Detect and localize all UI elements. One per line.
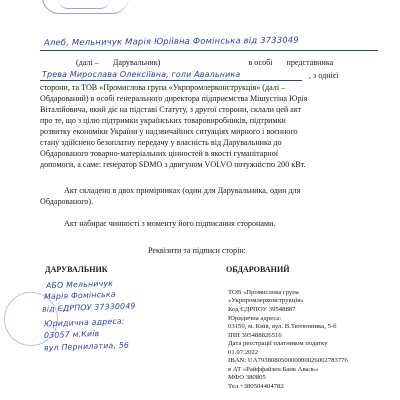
donor-name-underline — [40, 50, 378, 51]
recipient-req-12: Тел.+380504404782 — [228, 383, 284, 390]
donor-heading: ДАРУВАЛЬНИК — [45, 265, 108, 274]
donor-name-handwritten: Алеб, Мельничук Марія Юріївна Фомінська від 3733049 — [43, 34, 299, 48]
recipient-heading: ОБДАРОВАНИЙ — [226, 265, 290, 274]
act-copies-line-1: Акт складено в двох примірниках (один для Дарувальника, один для — [64, 186, 301, 195]
intro-line-8: стану здійснено безоплатну передачу у власність від Дарувальника до — [40, 138, 282, 147]
recipient-req-9: IBAN: UA793808050000000026002783776 — [228, 357, 348, 364]
intro-line-4: Обдарований) в особі генерального директора підприємства Мішустіна Юрія — [40, 94, 308, 103]
intro-line-2 — [76, 57, 333, 68]
donor-req-2: Марія Фомінська — [43, 289, 116, 302]
recipient-req-5: 03150, м. Київ, вул. В.Тютюнника, 5-б — [228, 323, 337, 330]
intro-line-9: Обдарованого товарно-матеріальних цінностей в якості гуманітарної — [40, 149, 279, 158]
recipient-req-7: Дата реєстрації платником податку — [228, 340, 328, 347]
recipient-req-2: «Укрпромлерконструкція» — [228, 297, 304, 304]
in-person-label: в особі — [248, 58, 273, 67]
stamp-mark-inner — [58, 0, 110, 9]
intro-line-6: про те, що з цілю підтримки українських товаровиробників, підтримки — [40, 116, 286, 125]
recipient-req-10: в АТ «Райффайзен Банк Аваль» — [228, 366, 319, 373]
donor-req-6: вул Пернилатиа, 56 — [43, 340, 130, 353]
donor-req-4: Юридична адреса: — [43, 316, 125, 329]
intro-line-10: допомоги, а саме: генератор SDMO з двигуном VOLVO потужністю 200 кВт. — [40, 160, 306, 169]
donor-abbrev-label: (далі – — [76, 58, 99, 67]
donor-req-1: АБО Мельничук — [45, 278, 114, 291]
donor-label: Дарувальник) — [112, 58, 161, 67]
recipient-req-11: МФО 380805 — [228, 374, 266, 381]
recipient-req-4: Юридична адреса: — [228, 315, 282, 322]
act-copies-line-2: Обдарованого). — [40, 197, 94, 206]
recipient-req-3: Код ЄДРПОУ 39548887 — [228, 306, 296, 313]
recipient-req-1: ТОВ «Промислова група — [228, 289, 299, 296]
recipient-req-6: ІПН 395488826516 — [228, 332, 282, 339]
recipient-req-8: 01.07.2022 — [228, 349, 259, 356]
representative-label: представника — [286, 58, 334, 67]
donor-req-5: 03057 м.Київ — [43, 329, 100, 340]
intro-line-3: сторони, та ТОВ «Промислова група «Укрпромлерконструкція» (далі – — [40, 83, 286, 92]
signatures-heading: Реквізити та підписи сторін: — [148, 246, 246, 255]
intro-line-5: Віталійовича, який діє на підставі Статуту, з другої сторони, склали цей акт — [40, 105, 302, 114]
intro-line-7: розвитку економіки України у надзвичайних ситуаціях мирного і воєнного — [40, 127, 298, 136]
donor-req-3: від ЄДРПОУ 37330049 — [41, 301, 136, 314]
representative-underline — [40, 80, 302, 81]
one-side-label: , з однієї — [309, 71, 339, 80]
act-effect-line: Акт набирає чинності з моменту його підписання сторонами. — [64, 219, 276, 228]
representative-handwritten: Трева Мирослава Олексіївна, голи Авальника — [42, 70, 241, 79]
